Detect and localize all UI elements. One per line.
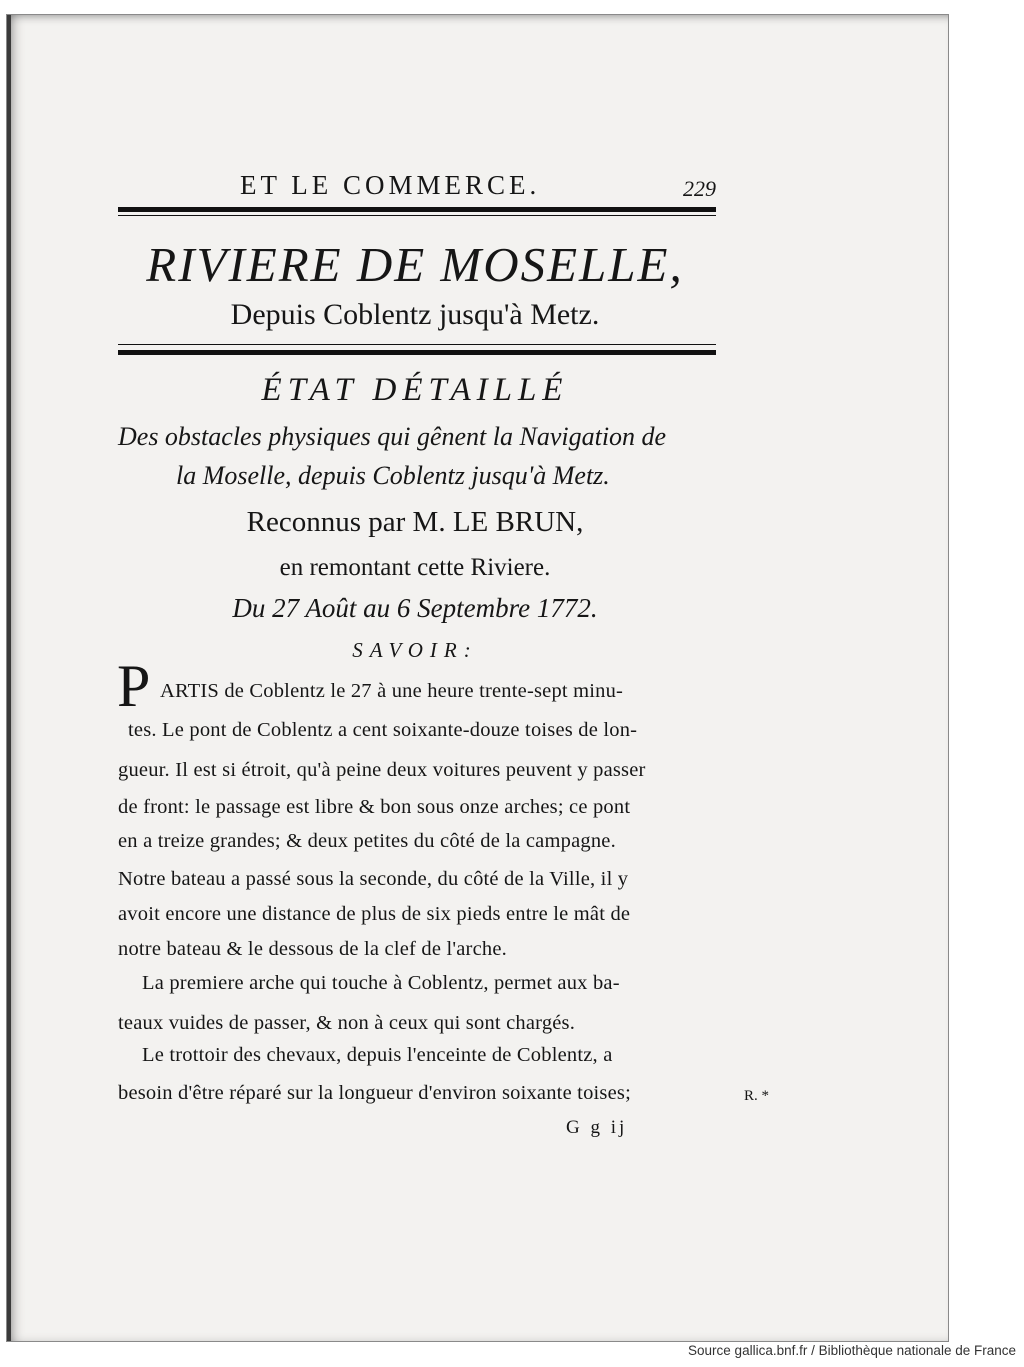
description-line: la Moselle, depuis Coblentz jusqu'à Metz. bbox=[176, 461, 610, 490]
top-rule-thin bbox=[118, 215, 716, 216]
savoir-heading: SAVOIR: bbox=[352, 638, 478, 662]
body-line: notre bateau & le dessous de la clef de l'arche. bbox=[118, 938, 507, 960]
page-subtitle: Depuis Coblentz jusqu'à Metz. bbox=[230, 298, 600, 331]
body-line: tes. Le pont de Coblentz a cent soixante-douze toises de lon- bbox=[128, 719, 638, 741]
mid-rule-thick bbox=[118, 350, 716, 355]
mid-rule-thin bbox=[118, 344, 716, 345]
description-line: Des obstacles physiques qui gênent la Navigation de bbox=[118, 422, 667, 451]
section-heading: ÉTAT DÉTAILLÉ bbox=[261, 372, 569, 408]
running-head: ET LE COMMERCE. bbox=[240, 170, 541, 200]
signature-mark: G g ij bbox=[566, 1117, 628, 1138]
body-line: en a treize grandes; & deux petites du côté de la campagne. bbox=[118, 830, 616, 852]
source-credit: Source gallica.bnf.fr / Bibliothèque nationale de France bbox=[688, 1343, 1016, 1358]
body-line: teaux vuides de passer, & non à ceux qui sont chargés. bbox=[118, 1012, 576, 1034]
body-line: Le trottoir des chevaux, depuis l'enceinte de Coblentz, a bbox=[142, 1044, 613, 1066]
remontant-line: en remontant cette Riviere. bbox=[279, 554, 551, 581]
body-line: besoin d'être réparé sur la longueur d'environ soixante toises; bbox=[118, 1082, 631, 1104]
reconnus-line: Reconnus par M. LE BRUN, bbox=[246, 506, 584, 538]
body-line: avoit encore une distance de plus de six pieds entre le mât de bbox=[118, 903, 631, 925]
page-number: 229 bbox=[683, 176, 716, 201]
body-line: gueur. Il est si étroit, qu'à peine deux voitures peuvent y passer bbox=[118, 759, 646, 781]
date-line: Du 27 Août au 6 Septembre 1772. bbox=[232, 593, 598, 623]
book-spine-shadow bbox=[7, 15, 11, 1341]
drop-cap: P bbox=[117, 653, 151, 719]
body-line: La premiere arche qui touche à Coblentz, permet aux ba- bbox=[142, 972, 620, 994]
body-line: de front: le passage est libre & bon sous onze arches; ce pont bbox=[118, 796, 631, 818]
margin-note: R. * bbox=[744, 1088, 770, 1104]
top-rule-thick bbox=[118, 207, 716, 212]
body-line: ARTIS de Coblentz le 27 à une heure trente-sept minu- bbox=[160, 680, 624, 702]
page-title: RIVIERE DE MOSELLE, bbox=[146, 237, 684, 292]
body-line: Notre bateau a passé sous la seconde, du côté de la Ville, il y bbox=[118, 868, 629, 890]
